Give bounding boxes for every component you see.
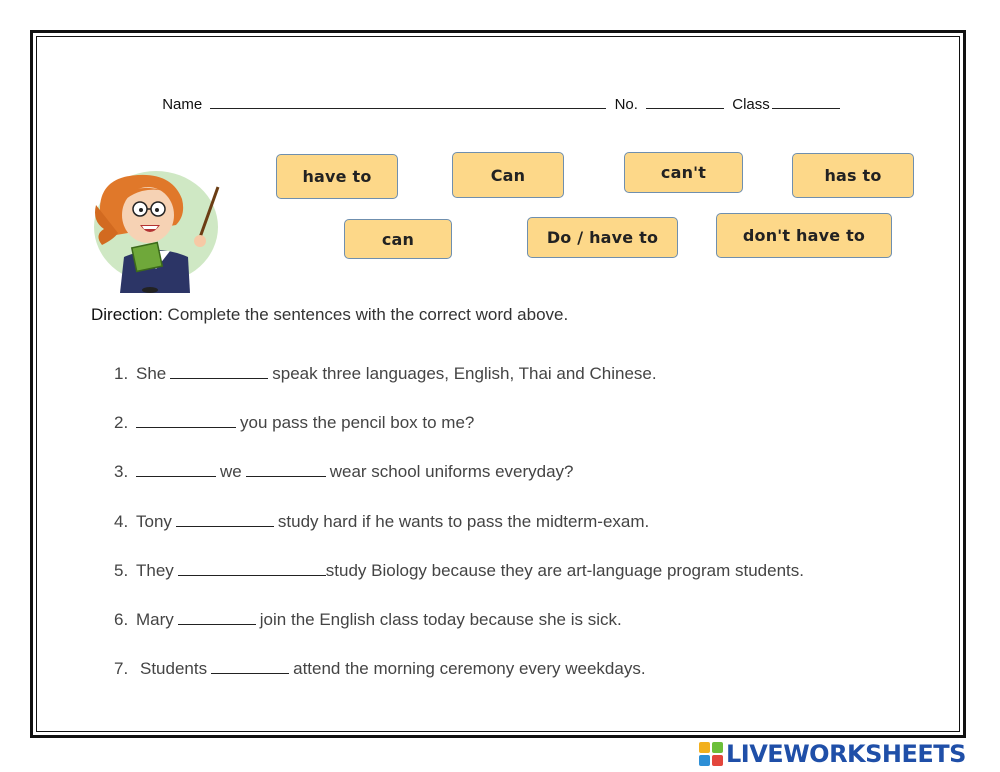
number-label: No.	[614, 96, 638, 113]
direction-label: Direction:	[91, 305, 163, 324]
question-number: 7.	[114, 659, 129, 678]
question-number: 1.	[114, 364, 129, 383]
question-3	[114, 460, 574, 482]
question-text-after: attend the morning ceremony every weekdays.	[293, 659, 646, 678]
word-chip-dont-have-to[interactable]: don't have to	[716, 213, 892, 258]
name-blank[interactable]	[210, 92, 606, 109]
word-chip-do-have-to[interactable]: Do / have to	[527, 217, 678, 258]
number-blank[interactable]	[646, 92, 724, 109]
question-text-middle: we	[220, 462, 242, 481]
question-5	[114, 559, 804, 581]
question-4	[114, 510, 649, 532]
liveworksheets-logo-icon	[698, 741, 724, 767]
question-text-after: study hard if he wants to pass the midterm-exam.	[277, 512, 650, 531]
question-text-before: Tony	[136, 512, 172, 531]
answer-blank-1[interactable]	[170, 362, 268, 379]
teacher-illustration	[90, 165, 225, 293]
question-text-after: study Biology because they are art-language program students.	[325, 561, 804, 580]
word-chip-has-to[interactable]: has to	[792, 153, 914, 198]
question-6	[114, 608, 622, 630]
class-blank[interactable]	[772, 92, 840, 109]
word-chip-can[interactable]: can	[344, 219, 452, 259]
name-label: Name	[162, 96, 203, 113]
class-label: Class	[732, 96, 770, 113]
answer-blank-5[interactable]	[178, 559, 326, 576]
answer-blank-4[interactable]	[176, 510, 274, 527]
question-text-after: speak three languages, English, Thai and Chinese.	[272, 364, 657, 383]
question-number: 6.	[114, 610, 129, 629]
answer-blank-2[interactable]	[136, 411, 236, 428]
question-text-after: join the English class today because she is sick.	[259, 610, 622, 629]
student-info-line	[0, 92, 1000, 113]
question-number: 3.	[114, 462, 129, 481]
answer-blank-6[interactable]	[178, 608, 256, 625]
question-text-after: wear school uniforms everyday?	[329, 462, 574, 481]
question-text-after: you pass the pencil box to me?	[240, 413, 475, 432]
brand-text: LIVEWORKSHEETS	[726, 740, 966, 768]
word-chip-cant[interactable]: can't	[624, 152, 743, 193]
answer-blank-7[interactable]	[211, 657, 289, 674]
question-number: 4.	[114, 512, 129, 531]
question-2	[114, 411, 474, 433]
question-text-before: Mary	[136, 610, 174, 629]
word-chip-can-capital[interactable]: Can	[452, 152, 564, 198]
answer-blank-3a[interactable]	[136, 460, 216, 477]
question-number: 5.	[114, 561, 129, 580]
question-text-before: Students	[140, 659, 208, 678]
question-number: 2.	[114, 413, 129, 432]
question-text-before: She	[136, 364, 167, 383]
question-7	[114, 657, 646, 679]
direction-text	[91, 305, 568, 325]
answer-blank-3b[interactable]	[246, 460, 326, 477]
question-text-before: They	[136, 561, 174, 580]
liveworksheets-brand[interactable]	[698, 738, 966, 770]
word-chip-have-to[interactable]: have to	[276, 154, 398, 199]
question-1	[114, 362, 657, 384]
direction-instruction: Complete the sentences with the correct word above.	[167, 305, 569, 324]
